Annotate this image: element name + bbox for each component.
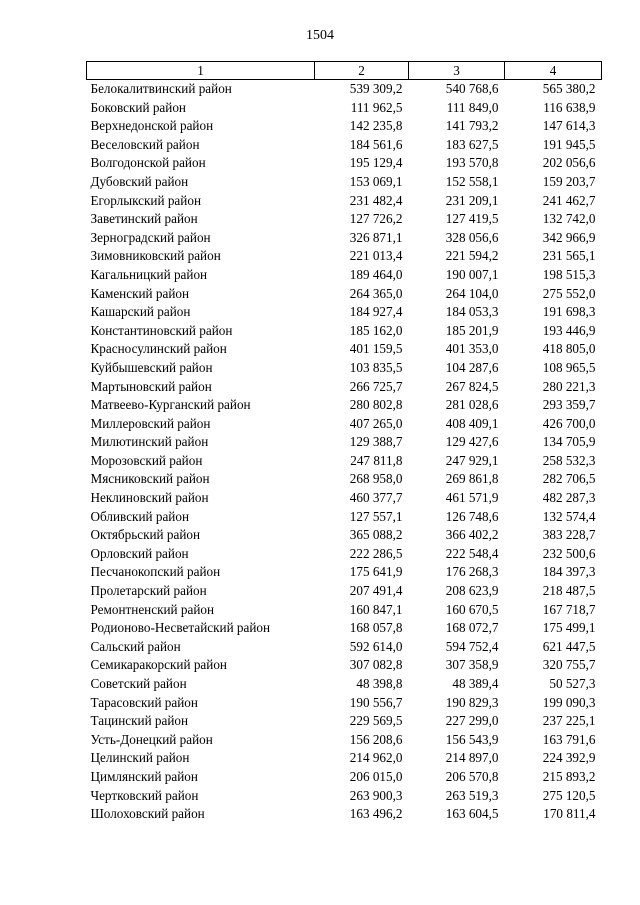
value-cell-col2: 127 726,2 <box>349 211 403 227</box>
table-row <box>87 415 602 434</box>
district-name-cell: Куйбышевский район <box>90 359 213 375</box>
district-name-cell: Дубовский район <box>90 173 189 189</box>
value-cell-col2: 160 847,1 <box>349 601 403 617</box>
district-name-cell: Красносулинский район <box>90 341 227 357</box>
value-cell-col2: 307 082,8 <box>349 657 403 673</box>
district-name-cell: Боковский район <box>90 99 186 115</box>
column-header-1: 1 <box>87 62 315 80</box>
table-row <box>87 266 602 285</box>
value-cell-col4: 147 614,3 <box>542 118 596 134</box>
district-name-cell: Орловский район <box>90 545 189 561</box>
value-cell-col3: 141 793,2 <box>445 118 499 134</box>
value-cell-col3: 408 409,1 <box>445 415 499 431</box>
table-row <box>87 192 602 211</box>
value-cell-col4: 258 532,3 <box>542 452 596 468</box>
district-name-cell: Константиновский район <box>90 322 233 338</box>
table-row <box>87 378 602 397</box>
value-cell-col4: 241 462,7 <box>542 192 596 208</box>
value-cell-col4: 191 698,3 <box>542 304 596 320</box>
value-cell-col3: 208 623,9 <box>445 583 499 599</box>
value-cell-col4: 134 705,9 <box>542 434 596 450</box>
value-cell-col2: 539 309,2 <box>349 81 403 96</box>
district-name-cell: Октябрьский район <box>90 527 201 543</box>
value-cell-col4: 275 120,5 <box>542 787 596 803</box>
value-cell-col4: 159 203,7 <box>542 173 596 189</box>
district-name-cell: Советский район <box>90 676 187 691</box>
table-row <box>87 117 602 136</box>
value-cell-col3: 190 829,3 <box>445 694 499 710</box>
value-cell-col2: 247 811,8 <box>350 452 403 468</box>
value-cell-col3: 160 670,5 <box>445 601 499 617</box>
value-cell-col3: 594 752,4 <box>445 638 499 654</box>
table-row <box>87 303 602 322</box>
value-cell-col2: 460 377,7 <box>349 490 403 506</box>
district-name-cell: Обливский район <box>90 508 190 524</box>
table-row <box>87 154 602 173</box>
value-cell-col2: 190 556,7 <box>349 694 403 710</box>
table-row <box>87 285 602 304</box>
value-cell-col4: 280 221,3 <box>542 378 596 394</box>
value-cell-col3: 366 402,2 <box>445 527 499 543</box>
value-cell-col4: 167 718,7 <box>542 601 596 617</box>
value-cell-col4: 199 090,3 <box>542 694 596 710</box>
value-cell-col2: 168 057,8 <box>349 620 403 636</box>
value-cell-col3: 111 849,0 <box>446 99 499 115</box>
value-cell-col4: 193 446,9 <box>542 322 596 338</box>
value-cell-col3: 269 861,8 <box>445 471 499 487</box>
value-cell-col2: 206 015,0 <box>349 768 403 784</box>
district-name-cell: Волгодонской район <box>90 155 206 171</box>
value-cell-col2: 592 614,0 <box>349 638 403 654</box>
column-header-2: 2 <box>315 62 409 80</box>
value-cell-col3: 267 824,5 <box>445 378 499 394</box>
value-cell-col4: 175 499,1 <box>542 620 596 636</box>
page-number: 1504 <box>306 28 334 43</box>
table-row <box>87 712 602 731</box>
district-name-cell: Шолоховский район <box>90 806 205 822</box>
value-cell-col3: 176 268,3 <box>445 564 499 580</box>
value-cell-col3: 227 299,0 <box>445 713 499 729</box>
table-row <box>87 694 602 713</box>
value-cell-col4: 116 638,9 <box>543 99 596 115</box>
district-name-cell: Миллеровский район <box>90 415 211 431</box>
value-cell-col2: 326 871,1 <box>349 229 403 245</box>
value-cell-col2: 142 235,8 <box>349 118 403 134</box>
table-row <box>87 787 602 806</box>
value-cell-col2: 175 641,9 <box>349 564 403 580</box>
district-name-cell: Мартыновский район <box>90 378 212 394</box>
value-cell-col2: 127 557,1 <box>349 508 403 524</box>
value-cell-col4: 418 805,0 <box>542 341 596 357</box>
table-row <box>87 638 602 657</box>
district-name-cell: Песчанокопский район <box>90 564 221 580</box>
value-cell-col3: 264 104,0 <box>445 285 499 301</box>
district-name-cell: Милютинский район <box>90 434 209 450</box>
value-cell-col4: 426 700,0 <box>542 415 596 431</box>
district-name-cell: Тарасовский район <box>90 694 198 710</box>
value-cell-col3: 328 056,6 <box>445 229 499 245</box>
table-row <box>87 136 602 155</box>
value-cell-col4: 342 966,9 <box>542 229 596 245</box>
value-cell-col3: 263 519,3 <box>445 787 499 803</box>
value-cell-col3: 184 053,3 <box>445 304 499 320</box>
value-cell-col2: 189 464,0 <box>349 266 403 282</box>
table-row <box>87 545 602 564</box>
value-cell-col2: 207 491,4 <box>349 583 403 599</box>
value-cell-col3: 152 558,1 <box>445 173 499 189</box>
district-name-cell: Неклиновский район <box>90 490 209 506</box>
value-cell-col3: 48 389,4 <box>452 676 499 691</box>
district-name-cell: Морозовский район <box>90 452 203 468</box>
value-cell-col3: 104 287,6 <box>445 359 499 375</box>
value-cell-col4: 184 397,3 <box>542 564 596 580</box>
value-cell-col4: 293 359,7 <box>542 397 596 413</box>
value-cell-col2: 184 561,6 <box>349 136 403 152</box>
table-row <box>87 340 602 359</box>
value-cell-col4: 383 228,7 <box>542 527 596 543</box>
table-row <box>87 210 602 229</box>
value-cell-col2: 266 725,7 <box>349 378 403 394</box>
district-name-cell: Пролетарский район <box>90 583 207 599</box>
value-cell-col3: 183 627,5 <box>445 136 499 152</box>
value-cell-col2: 222 286,5 <box>349 545 403 561</box>
table-row <box>87 99 602 118</box>
table-row <box>87 80 602 99</box>
table-row <box>87 359 602 378</box>
district-name-cell: Кашарский район <box>90 304 191 320</box>
value-cell-col3: 247 929,1 <box>445 452 499 468</box>
table-row <box>87 433 602 452</box>
value-cell-col3: 168 072,7 <box>445 620 499 636</box>
value-cell-col4: 132 574,4 <box>542 508 596 524</box>
value-cell-col2: 129 388,7 <box>349 434 403 450</box>
table-row <box>87 731 602 750</box>
value-cell-col2: 103 835,5 <box>349 359 403 375</box>
value-cell-col3: 190 007,1 <box>445 266 499 282</box>
table-row <box>87 173 602 192</box>
value-cell-col2: 263 900,3 <box>349 787 403 803</box>
value-cell-col3: 231 209,1 <box>445 192 499 208</box>
value-cell-col4: 163 791,6 <box>542 731 596 747</box>
value-cell-col2: 221 013,4 <box>349 248 403 264</box>
value-cell-col3: 129 427,6 <box>445 434 499 450</box>
district-name-cell: Целинский район <box>90 750 190 766</box>
value-cell-col4: 237 225,1 <box>542 713 596 729</box>
table-row <box>87 526 602 545</box>
value-cell-col2: 229 569,5 <box>349 713 403 729</box>
value-cell-col4: 132 742,0 <box>542 211 596 227</box>
value-cell-col2: 185 162,0 <box>349 322 403 338</box>
value-cell-col4: 198 515,3 <box>542 266 596 282</box>
value-cell-col2: 153 069,1 <box>349 173 403 189</box>
table-body <box>87 80 602 824</box>
value-cell-col4: 320 755,7 <box>542 657 596 673</box>
value-cell-col4: 170 811,4 <box>543 806 596 822</box>
district-name-cell: Матвеево-Курганский район <box>90 397 251 413</box>
value-cell-col3: 221 594,2 <box>445 248 499 264</box>
value-cell-col3: 163 604,5 <box>445 806 499 822</box>
district-name-cell: Заветинский район <box>90 211 198 227</box>
table-row <box>87 247 602 266</box>
value-cell-col3: 185 201,9 <box>445 322 499 338</box>
district-name-cell: Зимовниковский район <box>90 248 221 264</box>
value-cell-col4: 215 893,2 <box>542 768 596 784</box>
district-name-cell: Зерноградский район <box>90 229 211 245</box>
district-name-cell: Кагальницкий район <box>90 266 208 282</box>
value-cell-col2: 264 365,0 <box>349 285 403 301</box>
value-cell-col4: 224 392,9 <box>542 750 596 766</box>
district-name-cell: Егорлыкский район <box>90 192 201 208</box>
value-cell-col3: 222 548,4 <box>445 545 499 561</box>
value-cell-col4: 108 965,5 <box>542 359 596 375</box>
value-cell-col2: 195 129,4 <box>349 155 403 171</box>
value-cell-col2: 365 088,2 <box>349 527 403 543</box>
table-row <box>87 749 602 768</box>
value-cell-col3: 206 570,8 <box>445 768 499 784</box>
value-cell-col4: 282 706,5 <box>542 471 596 487</box>
district-name-cell: Верхнедонской район <box>90 118 214 134</box>
table-row <box>87 322 602 341</box>
value-cell-col4: 231 565,1 <box>542 248 596 264</box>
table-row <box>87 619 602 638</box>
district-name-cell: Веселовский район <box>90 136 200 152</box>
value-cell-col2: 214 962,0 <box>349 750 403 766</box>
value-cell-col4: 482 287,3 <box>542 490 596 506</box>
value-cell-col2: 163 496,2 <box>349 806 403 822</box>
table-row <box>87 675 602 694</box>
value-cell-col3: 281 028,6 <box>445 397 499 413</box>
value-cell-col2: 111 962,5 <box>350 99 403 115</box>
value-cell-col2: 268 958,0 <box>349 471 403 487</box>
district-name-cell: Ремонтненский район <box>90 601 215 617</box>
value-cell-col2: 48 398,8 <box>356 676 403 691</box>
value-cell-col4: 218 487,5 <box>542 583 596 599</box>
district-name-cell: Семикаракорский район <box>90 657 227 673</box>
value-cell-col4: 50 527,3 <box>549 676 596 691</box>
district-name-cell: Мясниковский район <box>90 471 210 487</box>
district-name-cell: Каменский район <box>90 285 190 301</box>
district-name-cell: Усть-Донецкий район <box>90 731 213 747</box>
table-row <box>87 768 602 787</box>
value-cell-col2: 280 802,8 <box>349 397 403 413</box>
table-row <box>87 489 602 508</box>
value-cell-col3: 461 571,9 <box>445 490 499 506</box>
value-cell-col3: 307 358,9 <box>445 657 499 673</box>
district-name-cell: Чертковский район <box>90 787 199 803</box>
table-row <box>87 582 602 601</box>
district-name-cell: Тацинский район <box>90 713 189 729</box>
value-cell-col2: 407 265,0 <box>349 415 403 431</box>
value-cell-col2: 156 208,6 <box>349 731 403 747</box>
district-name-cell: Сальский район <box>90 638 181 654</box>
value-cell-col3: 127 419,5 <box>445 211 499 227</box>
table-row <box>87 229 602 248</box>
value-cell-col4: 191 945,5 <box>542 136 596 152</box>
value-cell-col4: 565 380,2 <box>542 81 596 96</box>
value-cell-col3: 156 543,9 <box>445 731 499 747</box>
value-cell-col4: 275 552,0 <box>542 285 596 301</box>
value-cell-col3: 401 353,0 <box>445 341 499 357</box>
district-name-cell: Цимлянский район <box>90 768 198 784</box>
district-name-cell: Родионово-Несветайский район <box>90 620 271 636</box>
value-cell-col3: 540 768,6 <box>445 81 499 96</box>
value-cell-col2: 401 159,5 <box>349 341 403 357</box>
table-row <box>87 563 602 582</box>
district-name-cell: Белокалитвинский район <box>90 81 232 96</box>
value-cell-col2: 184 927,4 <box>349 304 403 320</box>
table-row <box>87 656 602 675</box>
value-cell-col3: 214 897,0 <box>445 750 499 766</box>
budget-table <box>86 61 602 824</box>
value-cell-col3: 193 570,8 <box>445 155 499 171</box>
value-cell-col2: 231 482,4 <box>349 192 403 208</box>
table-row <box>87 508 602 527</box>
table-row <box>87 805 602 824</box>
column-header-3: 3 <box>409 62 505 80</box>
table-header-row <box>87 62 602 80</box>
value-cell-col4: 621 447,5 <box>542 638 596 654</box>
table-row <box>87 470 602 489</box>
value-cell-col4: 232 500,6 <box>542 545 596 561</box>
column-header-4: 4 <box>505 62 602 80</box>
table-row <box>87 601 602 620</box>
table-row <box>87 452 602 471</box>
value-cell-col3: 126 748,6 <box>445 508 499 524</box>
table-row <box>87 396 602 415</box>
value-cell-col4: 202 056,6 <box>542 155 596 171</box>
